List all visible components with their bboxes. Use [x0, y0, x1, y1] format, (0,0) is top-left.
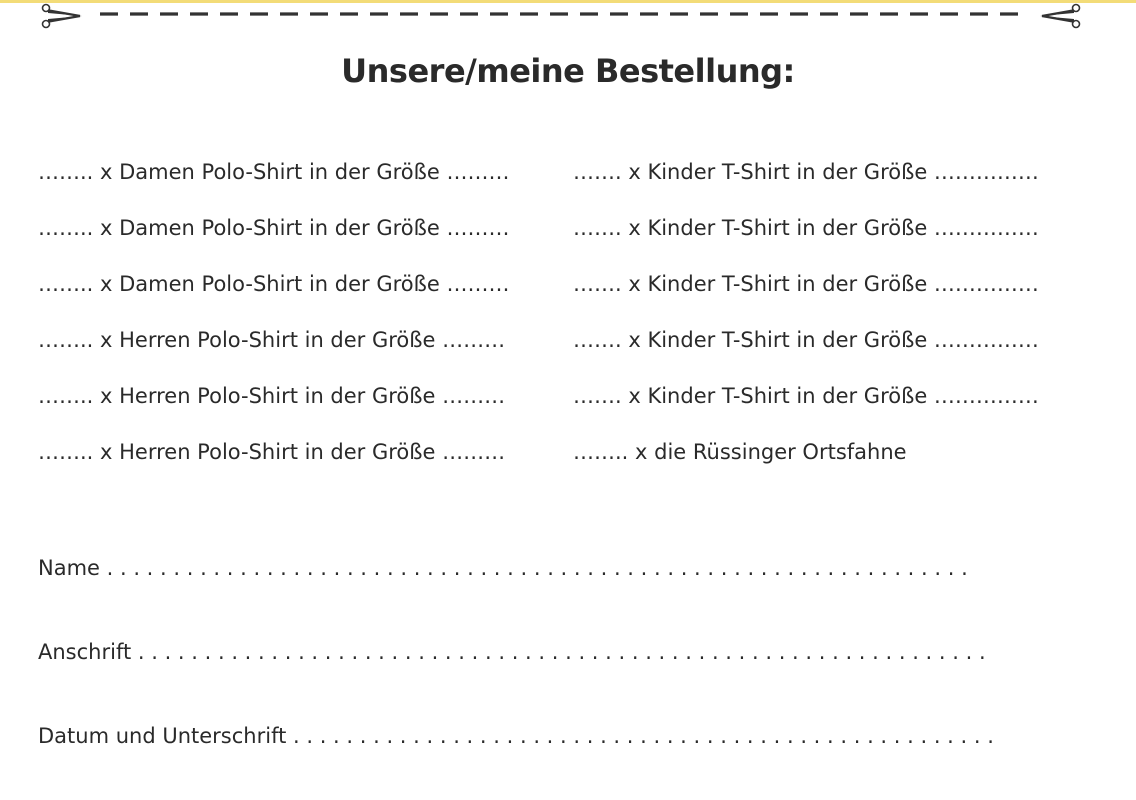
order-line-herren-1[interactable]: …….. x Herren Polo-Shirt in der Größe ………: [38, 328, 506, 352]
cut-line: [38, 2, 1084, 30]
signature-field[interactable]: [38, 721, 1058, 751]
order-line-kinder-2[interactable]: ……. x Kinder T-Shirt in der Größe ……………: [573, 216, 1039, 240]
order-column-right: [573, 155, 1039, 491]
order-line-kinder-4[interactable]: ……. x Kinder T-Shirt in der Größe ……………: [573, 328, 1039, 352]
order-column-left: [38, 155, 509, 491]
order-line-damen-3[interactable]: …….. x Damen Polo-Shirt in der Größe ………: [38, 272, 510, 296]
scissors-icon: [43, 5, 83, 28]
name-field-label: Name . . . . . . . . . . . . . . . . . . . . . . . . . . . . . . . . . . . . . . . . . . . . . . . . . . . . . . . . . . . . . . . . .: [38, 556, 968, 580]
order-line-kinder-5[interactable]: ……. x Kinder T-Shirt in der Größe ……………: [573, 384, 1039, 408]
order-line-kinder-3[interactable]: ……. x Kinder T-Shirt in der Größe ……………: [573, 272, 1039, 296]
page-title: Unsere/meine Bestellung:: [341, 52, 795, 90]
order-line-damen-2[interactable]: …….. x Damen Polo-Shirt in der Größe ………: [38, 216, 510, 240]
order-line-herren-3[interactable]: …….. x Herren Polo-Shirt in der Größe ………: [38, 440, 506, 464]
order-line-herren-2[interactable]: …….. x Herren Polo-Shirt in der Größe ………: [38, 384, 506, 408]
signature-field-label: Datum und Unterschrift . . . . . . . . . . . . . . . . . . . . . . . . . . . . . . . . . . . . . . . . . . . . . . . . . . . . .: [38, 724, 994, 748]
order-line-kinder-1[interactable]: ……. x Kinder T-Shirt in der Größe ……………: [573, 160, 1039, 184]
order-line-ortsfahne[interactable]: …….. x die Rüssinger Ortsfahne: [573, 440, 907, 464]
scissors-icon: [1040, 5, 1080, 28]
name-field[interactable]: [38, 553, 1058, 583]
address-field-label: Anschrift . . . . . . . . . . . . . . . . . . . . . . . . . . . . . . . . . . . . . . . . . . . . . . . . . . . . . . . . . . . . . . . .: [38, 640, 986, 664]
address-field[interactable]: [38, 637, 1058, 667]
order-line-damen-1[interactable]: …….. x Damen Polo-Shirt in der Größe ………: [38, 160, 510, 184]
